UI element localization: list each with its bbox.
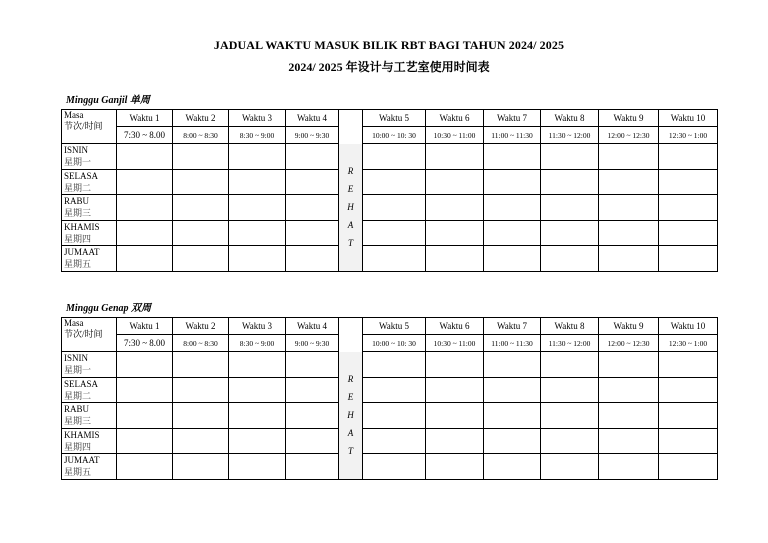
timetable-cell xyxy=(229,352,286,378)
timetable-cell xyxy=(363,454,426,480)
timetable-cell xyxy=(117,169,173,195)
timetable-cell xyxy=(363,246,426,272)
period-time: 10:30 ~ 11:00 xyxy=(426,127,484,144)
day-row xyxy=(62,169,718,195)
timetable-cell xyxy=(286,246,339,272)
day-row xyxy=(62,377,718,403)
day-row xyxy=(62,454,718,480)
day-name: RABU xyxy=(64,404,90,415)
period-time: 12:30 ~ 1:00 xyxy=(659,127,718,144)
timetable-cell xyxy=(426,428,484,454)
timetable-cell xyxy=(229,377,286,403)
timetable-cell xyxy=(541,195,599,221)
timetable-cell xyxy=(173,428,229,454)
timetable-cell xyxy=(426,454,484,480)
timetable-cell xyxy=(599,195,659,221)
timetable-cell xyxy=(229,220,286,246)
day-name-cell xyxy=(62,169,117,195)
timetable-cell xyxy=(229,195,286,221)
timetable-cell xyxy=(426,220,484,246)
timetable-cell xyxy=(117,377,173,403)
masa-label-chinese: 节次/时间 xyxy=(64,121,103,131)
timetable-cell xyxy=(426,377,484,403)
day-name: KHAMIS xyxy=(64,429,100,440)
timetable-cell xyxy=(484,377,541,403)
timetable-cell xyxy=(659,246,718,272)
period-label: Waktu 1 xyxy=(117,110,173,127)
timetable-cell xyxy=(484,195,541,221)
masa-header-cell xyxy=(62,318,117,352)
period-time: 12:30 ~ 1:00 xyxy=(659,335,718,352)
period-time: 8:00 ~ 8:30 xyxy=(173,335,229,352)
period-time: 12:00 ~ 12:30 xyxy=(599,335,659,352)
timetable-cell xyxy=(541,352,599,378)
day-row xyxy=(62,144,718,170)
timetable-cell xyxy=(659,169,718,195)
day-name-cell xyxy=(62,454,117,480)
day-name-cell xyxy=(62,428,117,454)
timetable-cell xyxy=(659,403,718,429)
timetable-cell xyxy=(599,428,659,454)
period-label: Waktu 6 xyxy=(426,318,484,335)
timetable-cell xyxy=(599,454,659,480)
day-name: JUMAAT xyxy=(64,455,100,466)
timetable-cell xyxy=(173,144,229,170)
timetable-cell xyxy=(363,195,426,221)
rehat-letter: R xyxy=(347,374,354,384)
timetable-cell xyxy=(286,403,339,429)
period-label: Waktu 4 xyxy=(286,318,339,335)
day-row xyxy=(62,246,718,272)
timetable-cell xyxy=(599,246,659,272)
timetable-cell xyxy=(229,169,286,195)
timetable-cell xyxy=(599,220,659,246)
timetable-cell xyxy=(659,195,718,221)
timetable-cell xyxy=(659,454,718,480)
period-label: Waktu 10 xyxy=(659,110,718,127)
rehat-letter: R xyxy=(347,166,354,176)
timetable-cell xyxy=(117,454,173,480)
timetable-cell xyxy=(599,169,659,195)
day-name-cell xyxy=(62,403,117,429)
day-name-chinese: 星期四 xyxy=(64,441,92,452)
week-label-odd: Minggu Ganjil 单周 xyxy=(66,95,150,106)
timetable-cell xyxy=(229,144,286,170)
timetable-cell xyxy=(363,169,426,195)
period-time: 10:00 ~ 10: 30 xyxy=(363,127,426,144)
period-time: 9:00 ~ 9:30 xyxy=(286,335,339,352)
day-name-chinese: 星期一 xyxy=(64,157,92,168)
period-label: Waktu 8 xyxy=(541,110,599,127)
day-row xyxy=(62,428,718,454)
week-label-even: Minggu Genap 双周 xyxy=(66,303,152,314)
period-time: 8:30 ~ 9:00 xyxy=(229,127,286,144)
period-time: 10:00 ~ 10: 30 xyxy=(363,335,426,352)
timetable-cell xyxy=(659,144,718,170)
timetable-cell xyxy=(286,352,339,378)
timetable-cell xyxy=(117,220,173,246)
day-name-chinese: 星期五 xyxy=(64,259,92,270)
day-name: KHAMIS xyxy=(64,221,100,232)
timetable-cell xyxy=(286,454,339,480)
timetable-cell xyxy=(286,195,339,221)
period-label: Waktu 9 xyxy=(599,318,659,335)
timetable-cell xyxy=(229,246,286,272)
day-name-chinese: 星期三 xyxy=(64,208,92,219)
timetable-cell xyxy=(173,195,229,221)
timetable-cell xyxy=(484,246,541,272)
period-time: 11:30 ~ 12:00 xyxy=(541,127,599,144)
timetable-cell xyxy=(541,144,599,170)
period-time: 7:30 ~ 8.00 xyxy=(117,127,173,144)
timetable-cell xyxy=(541,403,599,429)
day-name-cell xyxy=(62,377,117,403)
period-time: 8:30 ~ 9:00 xyxy=(229,335,286,352)
timetable-cell xyxy=(541,169,599,195)
period-time: 12:00 ~ 12:30 xyxy=(599,127,659,144)
timetable-odd-week xyxy=(61,109,718,272)
timetable-cell xyxy=(363,428,426,454)
timetable-cell xyxy=(484,403,541,429)
period-time: 11:30 ~ 12:00 xyxy=(541,335,599,352)
timetable-cell xyxy=(173,377,229,403)
rehat-letter: A xyxy=(347,428,354,438)
period-label: Waktu 3 xyxy=(229,318,286,335)
masa-label: Masa xyxy=(64,318,84,328)
timetable-even-week xyxy=(61,317,718,480)
timetable-cell xyxy=(541,454,599,480)
rehat-letter: E xyxy=(347,184,354,194)
rehat-letter: H xyxy=(347,202,354,212)
timetable-cell xyxy=(229,403,286,429)
timetable-cell xyxy=(229,428,286,454)
timetable-cell xyxy=(599,144,659,170)
rehat-letter: A xyxy=(347,220,354,230)
timetable-cell xyxy=(286,144,339,170)
timetable-cell xyxy=(229,454,286,480)
day-name-chinese: 星期四 xyxy=(64,233,92,244)
day-name-cell xyxy=(62,195,117,221)
period-label: Waktu 3 xyxy=(229,110,286,127)
period-label: Waktu 5 xyxy=(363,318,426,335)
day-name-chinese: 星期三 xyxy=(64,416,92,427)
day-name-chinese: 星期五 xyxy=(64,467,92,478)
timetable-cell xyxy=(173,246,229,272)
day-name: RABU xyxy=(64,196,90,207)
timetable-cell xyxy=(173,403,229,429)
timetable-cell xyxy=(484,220,541,246)
day-row xyxy=(62,403,718,429)
timetable-cell xyxy=(659,352,718,378)
timetable-cell xyxy=(599,377,659,403)
timetable-cell xyxy=(117,195,173,221)
timetable-cell xyxy=(363,377,426,403)
timetable-cell xyxy=(363,403,426,429)
timetable-cell xyxy=(426,144,484,170)
day-name: ISNIN xyxy=(64,145,88,156)
document-title: JADUAL WAKTU MASUK BILIK RBT BAGI TAHUN 2024/ 2025 xyxy=(213,38,565,52)
rehat-header-cell xyxy=(339,110,363,144)
day-name-chinese: 星期一 xyxy=(64,365,92,376)
period-time: 11:00 ~ 11:30 xyxy=(484,127,541,144)
day-name-cell xyxy=(62,246,117,272)
day-name: JUMAAT xyxy=(64,247,100,258)
timetable-cell xyxy=(484,169,541,195)
timetable-cell xyxy=(426,403,484,429)
rehat-break-column xyxy=(339,144,363,272)
rehat-letter: T xyxy=(347,238,353,248)
timetable-cell xyxy=(659,220,718,246)
day-name-chinese: 星期二 xyxy=(64,182,92,193)
day-name-cell xyxy=(62,352,117,378)
period-label: Waktu 8 xyxy=(541,318,599,335)
timetable-cell xyxy=(426,169,484,195)
rehat-letter: H xyxy=(347,410,354,420)
timetable-cell xyxy=(541,428,599,454)
masa-label: Masa xyxy=(64,110,84,120)
timetable-cell xyxy=(426,195,484,221)
rehat-letter: E xyxy=(347,392,354,402)
timetable-cell xyxy=(117,246,173,272)
day-row xyxy=(62,220,718,246)
period-label: Waktu 2 xyxy=(173,110,229,127)
document-subtitle-chinese: 2024/ 2025 年设计与工艺室使用时间表 xyxy=(288,60,490,74)
timetable-cell xyxy=(541,377,599,403)
period-label: Waktu 7 xyxy=(484,110,541,127)
period-label: Waktu 4 xyxy=(286,110,339,127)
timetable-cell xyxy=(363,220,426,246)
period-time: 9:00 ~ 9:30 xyxy=(286,127,339,144)
period-label: Waktu 10 xyxy=(659,318,718,335)
period-label: Waktu 1 xyxy=(117,318,173,335)
timetable-cell xyxy=(117,428,173,454)
period-time: 7:30 ~ 8.00 xyxy=(117,335,173,352)
rehat-letter: T xyxy=(347,446,353,456)
timetable-cell xyxy=(173,169,229,195)
timetable-cell xyxy=(599,403,659,429)
day-name-cell xyxy=(62,220,117,246)
period-label: Waktu 7 xyxy=(484,318,541,335)
timetable-cell xyxy=(117,144,173,170)
rehat-break-column xyxy=(339,352,363,480)
timetable-cell xyxy=(541,246,599,272)
timetable-cell xyxy=(117,403,173,429)
day-name-cell xyxy=(62,144,117,170)
timetable-cell xyxy=(117,352,173,378)
masa-label-chinese: 节次/时间 xyxy=(64,329,103,339)
period-time: 10:30 ~ 11:00 xyxy=(426,335,484,352)
timetable-cell xyxy=(173,220,229,246)
timetable-cell xyxy=(484,428,541,454)
timetable-cell xyxy=(426,246,484,272)
timetable-cell xyxy=(484,144,541,170)
day-name: SELASA xyxy=(64,378,99,389)
period-time: 11:00 ~ 11:30 xyxy=(484,335,541,352)
timetable-cell xyxy=(484,454,541,480)
masa-header-cell xyxy=(62,110,117,144)
day-name-chinese: 星期二 xyxy=(64,390,92,401)
period-label: Waktu 5 xyxy=(363,110,426,127)
timetable-cell xyxy=(286,428,339,454)
timetable-cell xyxy=(286,220,339,246)
timetable-cell xyxy=(363,352,426,378)
timetable-cell xyxy=(173,454,229,480)
timetable-cell xyxy=(286,377,339,403)
timetable-cell xyxy=(659,377,718,403)
period-time: 8:00 ~ 8:30 xyxy=(173,127,229,144)
day-name: SELASA xyxy=(64,170,99,181)
timetable-cell xyxy=(659,428,718,454)
timetable-cell xyxy=(426,352,484,378)
period-label: Waktu 2 xyxy=(173,318,229,335)
period-label: Waktu 9 xyxy=(599,110,659,127)
timetable-cell xyxy=(484,352,541,378)
timetable-cell xyxy=(363,144,426,170)
period-label: Waktu 6 xyxy=(426,110,484,127)
timetable-cell xyxy=(599,352,659,378)
timetable-cell xyxy=(173,352,229,378)
timetable-cell xyxy=(286,169,339,195)
day-name: ISNIN xyxy=(64,353,88,364)
day-row xyxy=(62,195,718,221)
day-row xyxy=(62,352,718,378)
rehat-header-cell xyxy=(339,318,363,352)
timetable-cell xyxy=(541,220,599,246)
